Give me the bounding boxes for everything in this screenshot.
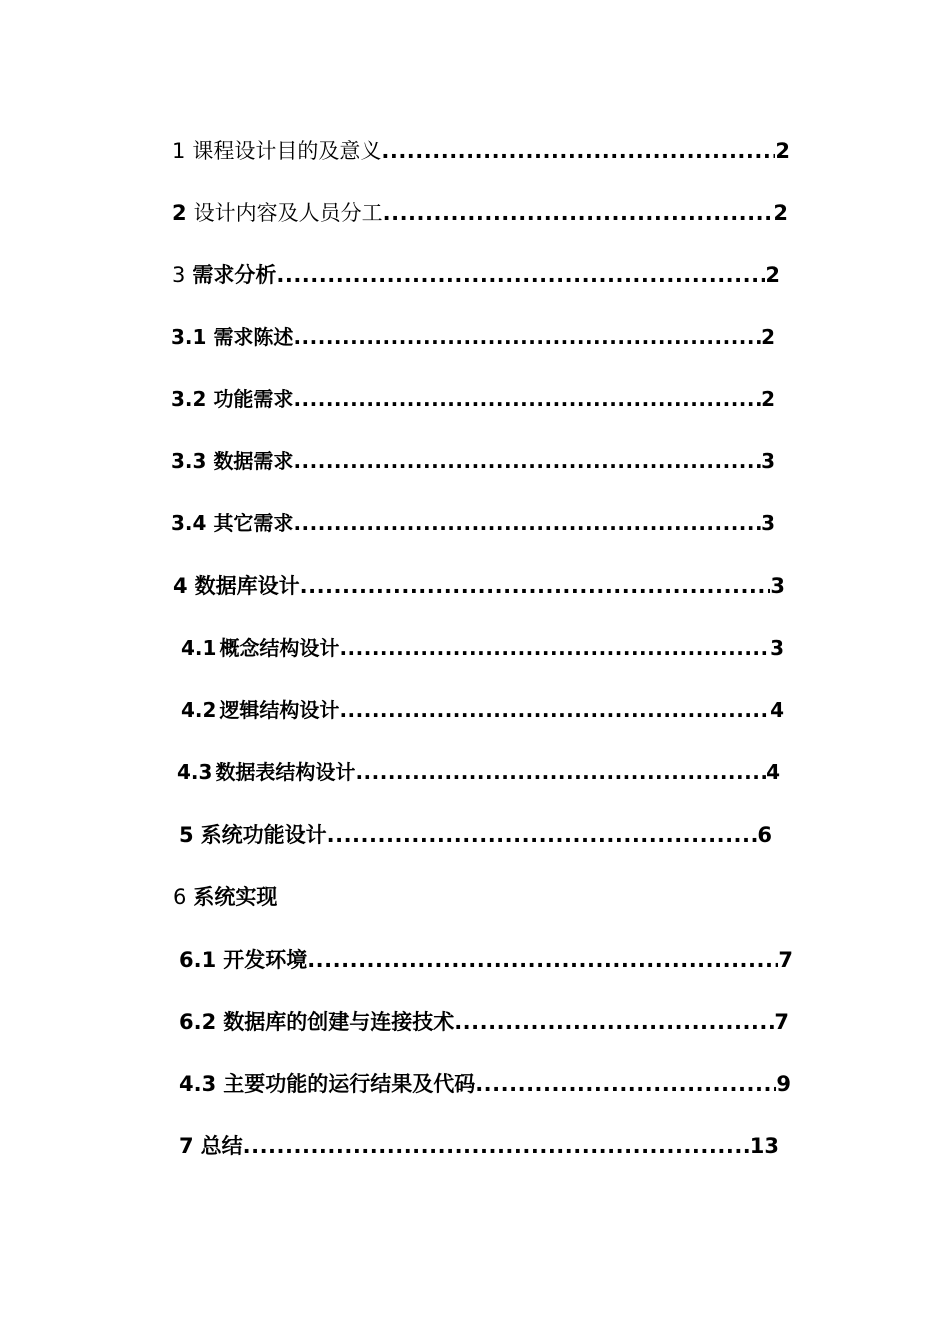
toc-entry-title: 数据库设计	[194, 574, 300, 598]
toc-page-number: 13	[749, 1134, 779, 1158]
toc-entry[interactable]	[173, 881, 473, 913]
toc-entry-number: 4.2	[181, 698, 217, 722]
toc-entry-title: 设计内容及人员分工	[193, 201, 383, 225]
toc-page-number: 7	[774, 1010, 789, 1034]
toc-entry-title: 开发环境	[223, 948, 308, 972]
toc-entry[interactable]	[171, 321, 775, 353]
toc-entry-title: 主要功能的运行结果及代码	[223, 1072, 476, 1096]
toc-entry-title: 功能需求	[213, 387, 294, 411]
toc-entry[interactable]	[172, 259, 780, 291]
toc-entry-number: 4.3	[177, 760, 213, 784]
toc-entry-number: 3.4	[171, 511, 207, 535]
toc-entry-number: 7	[179, 1134, 194, 1158]
toc-dot-leader	[293, 321, 761, 353]
toc-page-number: 3	[761, 511, 775, 535]
toc-entry-title: 数据表结构设计	[215, 760, 356, 784]
toc-entry[interactable]	[171, 507, 775, 539]
toc-dot-leader	[339, 632, 770, 664]
toc-page-number: 4	[770, 698, 784, 722]
toc-page-number: 6	[757, 823, 772, 847]
toc-page-number: 7	[778, 948, 793, 972]
toc-entry-number: 6.1	[179, 948, 217, 972]
toc-entry-title: 数据库的创建与连接技术	[223, 1010, 455, 1034]
toc-entry-number: 4.3	[179, 1072, 217, 1096]
toc-page-number: 2	[765, 263, 780, 287]
toc-entry[interactable]	[177, 756, 780, 788]
toc-entry[interactable]	[171, 383, 775, 415]
toc-dot-leader	[276, 259, 765, 291]
toc-dot-leader	[355, 756, 766, 788]
toc-entry-title: 逻辑结构设计	[219, 698, 340, 722]
toc-entry-number: 6	[173, 885, 187, 909]
toc-entry[interactable]	[179, 1068, 791, 1100]
toc-dot-leader	[383, 197, 774, 229]
toc-page-number: 9	[776, 1072, 791, 1096]
toc-page-number: 2	[761, 325, 775, 349]
toc-page-number: 2	[761, 387, 775, 411]
toc-dot-leader	[307, 944, 778, 976]
toc-page-number: 3	[770, 574, 785, 598]
toc-entry-title: 其它需求	[213, 511, 294, 535]
toc-entry[interactable]	[179, 944, 793, 976]
toc-dot-leader	[293, 445, 761, 477]
toc-entry[interactable]	[179, 819, 772, 851]
toc-page-number: 3	[770, 636, 784, 660]
toc-entry[interactable]	[181, 694, 784, 726]
toc-page-number: 3	[761, 449, 775, 473]
toc-entry-number: 1	[172, 139, 186, 163]
toc-entry-number: 6.2	[179, 1010, 217, 1034]
toc-page-number: 4	[766, 760, 780, 784]
toc-dot-leader	[381, 135, 775, 167]
toc-entry-title: 概念结构设计	[219, 636, 340, 660]
toc-entry-number: 3.2	[171, 387, 207, 411]
toc-dot-leader	[243, 1130, 750, 1162]
toc-entry[interactable]	[179, 1130, 779, 1162]
toc-dot-leader	[339, 694, 770, 726]
toc-entry-title: 总结	[200, 1134, 243, 1158]
toc-entry[interactable]	[181, 632, 784, 664]
toc-page-number: 2	[775, 139, 790, 163]
toc-dot-leader	[300, 570, 771, 602]
toc-entry-number: 3.3	[171, 449, 207, 473]
toc-entry-number: 3	[172, 263, 186, 287]
toc-dot-leader	[293, 383, 761, 415]
toc-entry-title: 需求陈述	[213, 325, 294, 349]
toc-entry[interactable]	[179, 1006, 789, 1038]
toc-entry[interactable]	[172, 197, 788, 229]
toc-entry-title: 系统功能设计	[200, 823, 327, 847]
toc-entry-title: 课程设计目的及意义	[192, 139, 382, 163]
toc-entry-number: 4	[173, 574, 188, 598]
toc-entry[interactable]	[171, 445, 775, 477]
toc-entry-title: 数据需求	[213, 449, 294, 473]
toc-dot-leader	[475, 1068, 776, 1100]
toc-entry-title: 系统实现	[193, 885, 278, 909]
toc-entry-number: 4.1	[181, 636, 217, 660]
toc-entry[interactable]	[172, 135, 790, 167]
toc-entry-title: 需求分析	[192, 263, 277, 287]
toc-dot-leader	[327, 819, 758, 851]
toc-entry[interactable]	[173, 570, 785, 602]
toc-page-number: 2	[773, 201, 788, 225]
toc-entry-number: 5	[179, 823, 194, 847]
toc-entry-number: 2	[172, 201, 187, 225]
toc-dot-leader	[293, 507, 761, 539]
toc-dot-leader	[454, 1006, 774, 1038]
toc-entry-number: 3.1	[171, 325, 207, 349]
